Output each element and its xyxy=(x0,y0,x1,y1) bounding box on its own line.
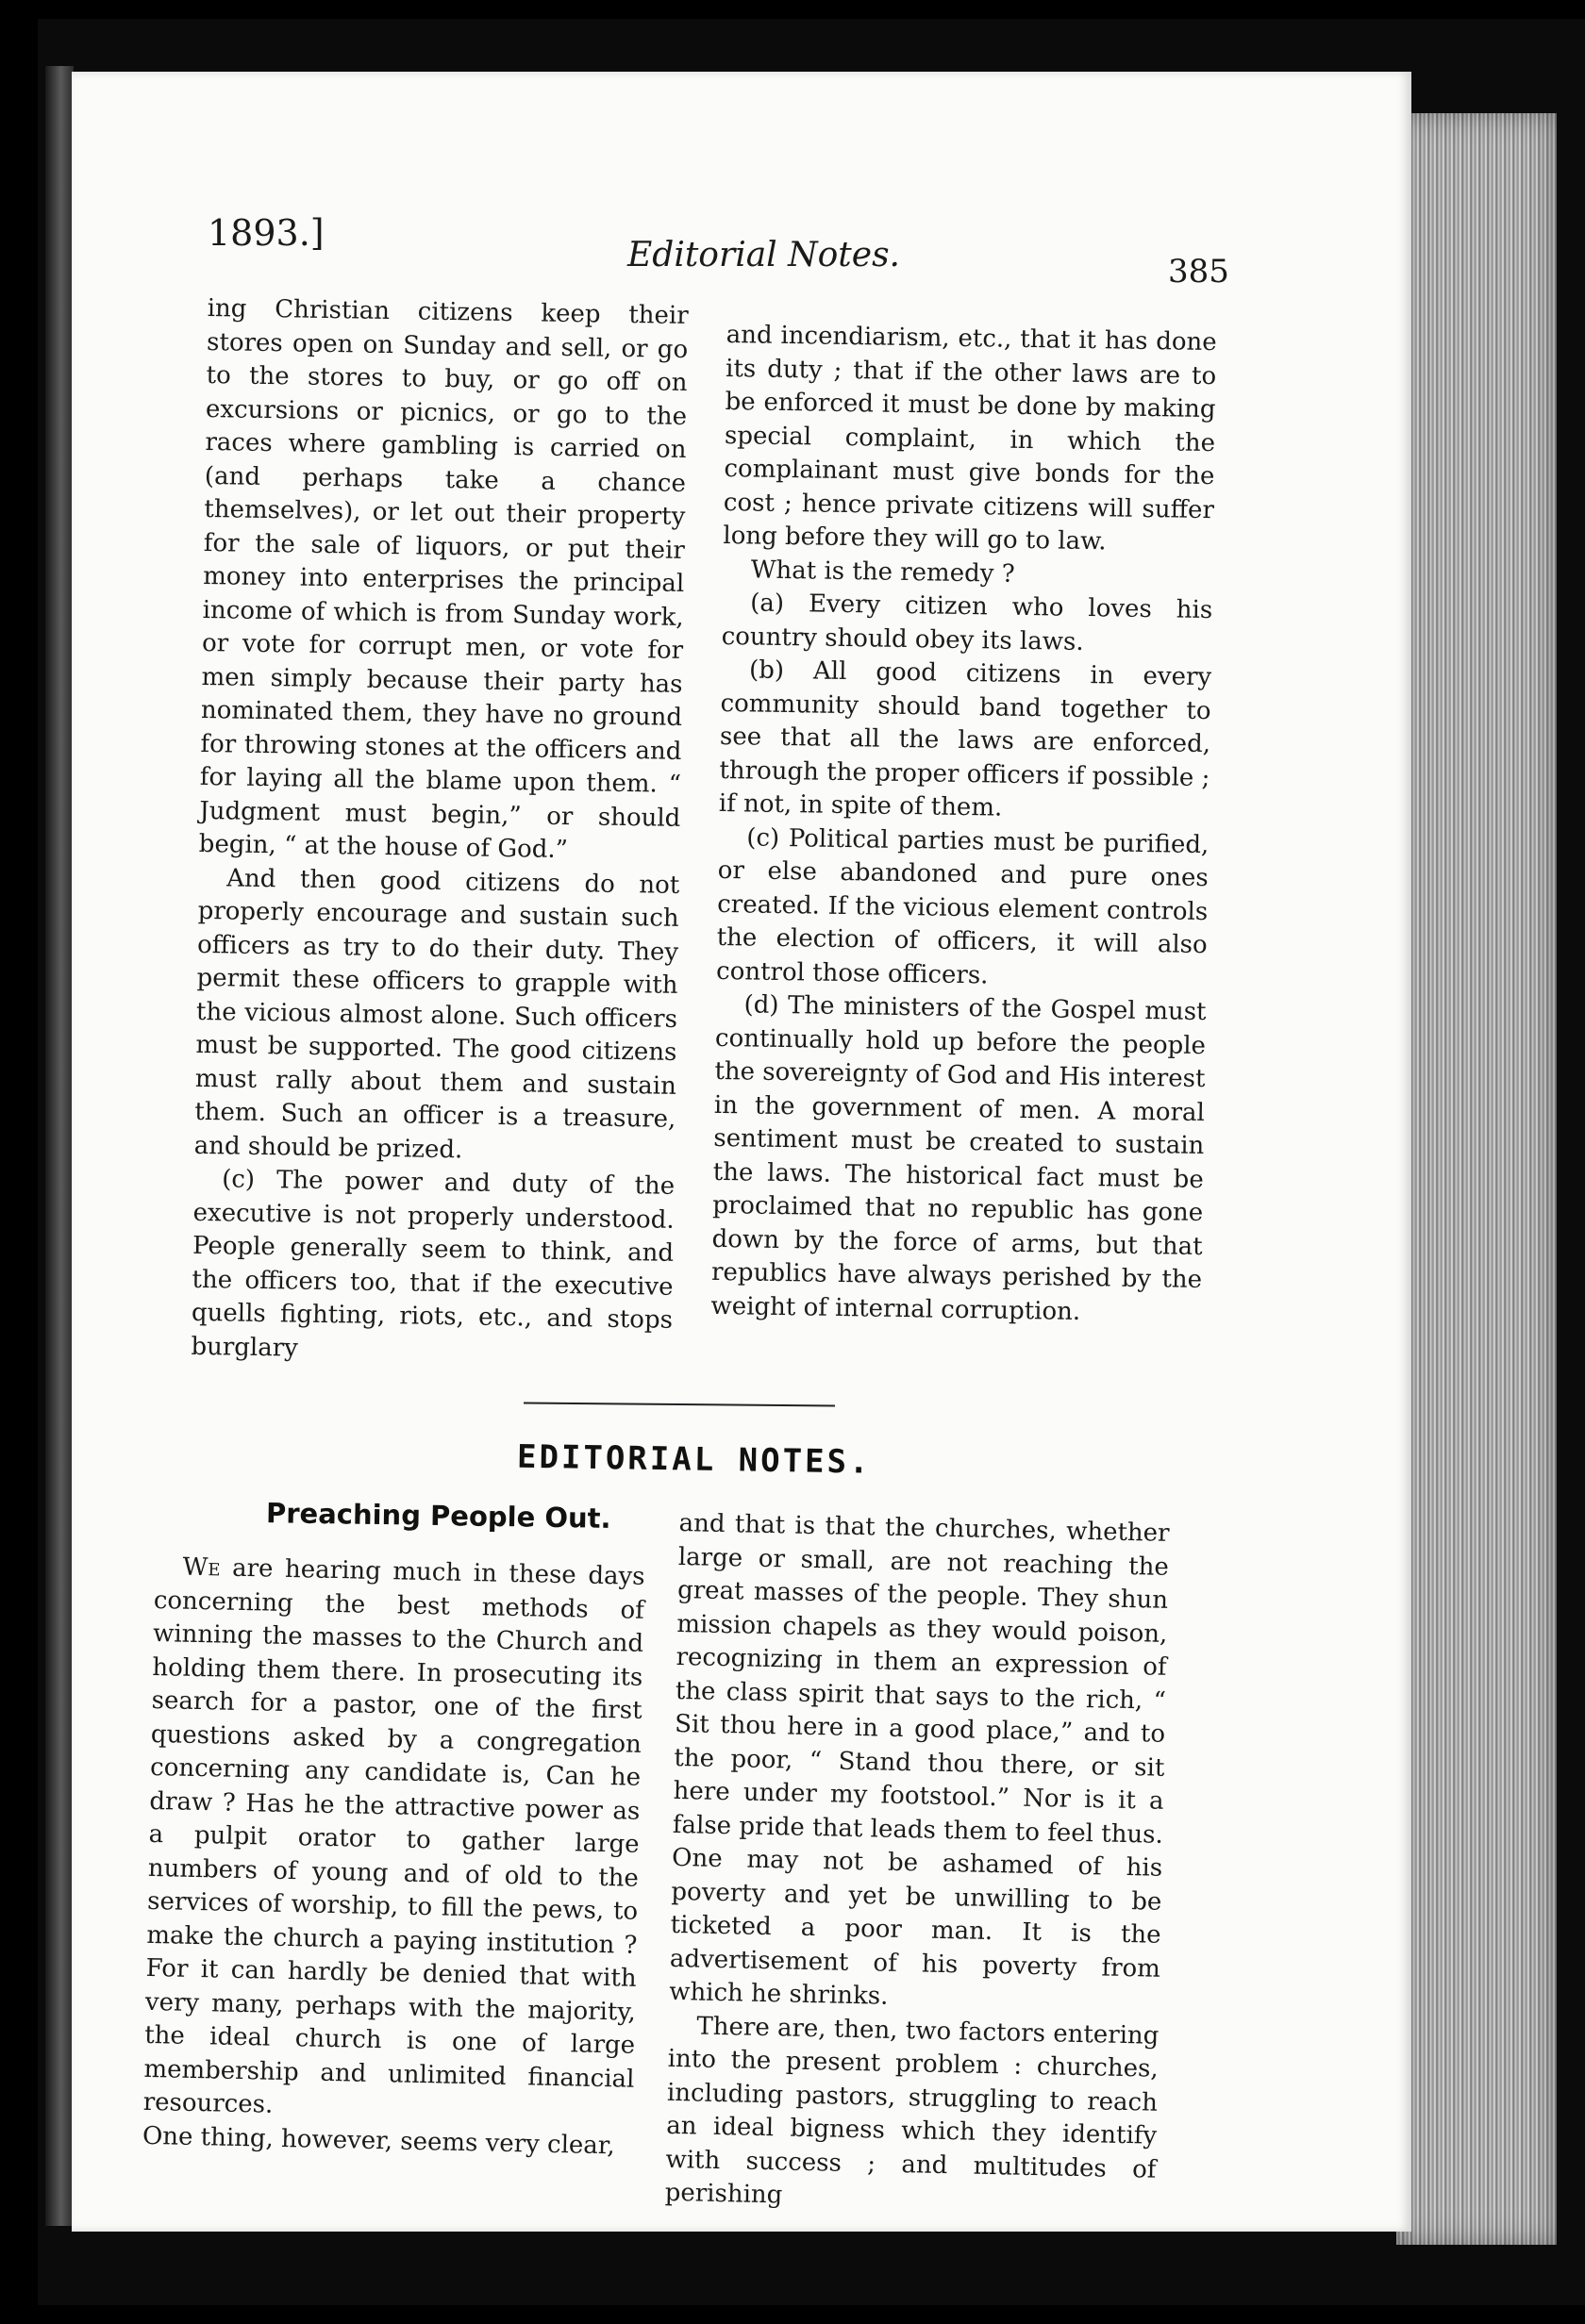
paragraph: There are, then, two factors entering into the present problem : churches, including pastors, struggling to reach an ideal bigness which they identify with success ; and multitudes of perishing xyxy=(664,2012,1160,2210)
paragraph: (a) Every citizen who loves his country should obey its laws. xyxy=(721,589,1213,656)
paragraph: and that is that the churches, whether large or small, are not reaching the great masses of the people. They shun mission chapels as they would poison, recognizing in them an expression of the class spirit that says to the rich, “ Sit thou here in a good place,” and to the poor, “ Stand thou there, or sit here under my footstool.” Nor is it a false pride that leads them to feel thus. One may not be ashamed of his poverty and yet be unwilling to be ticketed a poor man. It is the advertisement of his poverty from which he shrinks. xyxy=(668,1508,1170,2011)
book-spine-edge xyxy=(45,66,74,2226)
paragraph: (c) The power and duty of the executive is not properly understood. People generally seem to think, and the officers too, that if the executive quells fighting, riots, etc., and stops burglary xyxy=(191,1165,676,1363)
paragraph: (d) The ministers of the Gospel must continually hold up before the people the sovereignty of God and His interest in the government of men. A moral sentiment must be created to sustain the laws. The historical fact must be proclaimed that no republic has gone down by the force of arms, but that republics have always perished by the weight of internal corruption. xyxy=(710,990,1207,1326)
top-left-column xyxy=(191,292,689,1371)
running-header-title: Editorial Notes. xyxy=(627,236,900,274)
paragraph xyxy=(142,1551,645,2130)
paragraph: What is the remedy ? xyxy=(750,555,1015,589)
bottom-left-column xyxy=(142,1551,645,2164)
article-title: Preaching People Out. xyxy=(265,1497,611,1535)
paragraph: ing Christian citizens keep their stores open on Sunday and sell, or go to the stores to buy, or go off on excursions or picnics, or go to the races where gambling is carried on (and perhaps take a chance themselves), or let out their property for the sale of liquors, or put their money into enterprises the principal income of which is from Sunday work, or vote for corrupt men, or vote for men simply because their party has nominated them, they have no ground for throwing stones at the officers and for laying all the blame upon them. “ Judgment must begin,” or should begin, “ at the house of God.” xyxy=(198,293,689,865)
bottom-right-column xyxy=(664,1507,1169,2220)
page-number: 385 xyxy=(1168,253,1229,290)
paragraph: One thing, however, seems very clear, xyxy=(142,2121,616,2160)
paragraph: (c) Political parties must be purified, or else abandoned and pure ones created. If the vicious element controls the election of officers, it will also control those officers. xyxy=(715,822,1210,989)
dropcap-word: We xyxy=(182,1552,221,1583)
running-header-year: 1893.] xyxy=(208,212,325,254)
top-right-column xyxy=(710,319,1217,1331)
paragraph: and incendiarism, etc., that it has done its duty ; that if the other laws are to be enforced it must be done by making special complaint, in which the complainant must give bonds for the cost ; hence private citizens will suffer long before they will go to law. xyxy=(723,320,1217,556)
paragraph-text: are hearing much in these days concerning the best methods of winning the masses to the Church and holding them there. In prosecuting its search for a pastor, one of the first questions asked by a congregation concerning any candidate is, Can he draw ? Has he the attractive power as a pulpit orator to gather large numbers of young and of old to the services of worship, to fill the pews, to make the church a paying institution ? For it can hardly be denied that with very many, perhaps with the majority, the ideal church is one of large membership and unlimited financial resources. xyxy=(142,1553,645,2119)
page-stack-edges xyxy=(1396,113,1557,2245)
paragraph: (b) All good citizens in every community should band together to see that all the laws are enforced, through the proper officers if possible ; if not, in spite of them. xyxy=(718,656,1212,822)
section-heading: EDITORIAL NOTES. xyxy=(516,1437,872,1482)
paragraph: And then good citizens do not properly encourage and sustain such officers as try to do their duty. They permit these officers to grapple with the vicious almost alone. Such officers must be supported. The good citizens must rally about them and sustain them. Such an officer is a treasure, and should be prized. xyxy=(193,863,680,1164)
